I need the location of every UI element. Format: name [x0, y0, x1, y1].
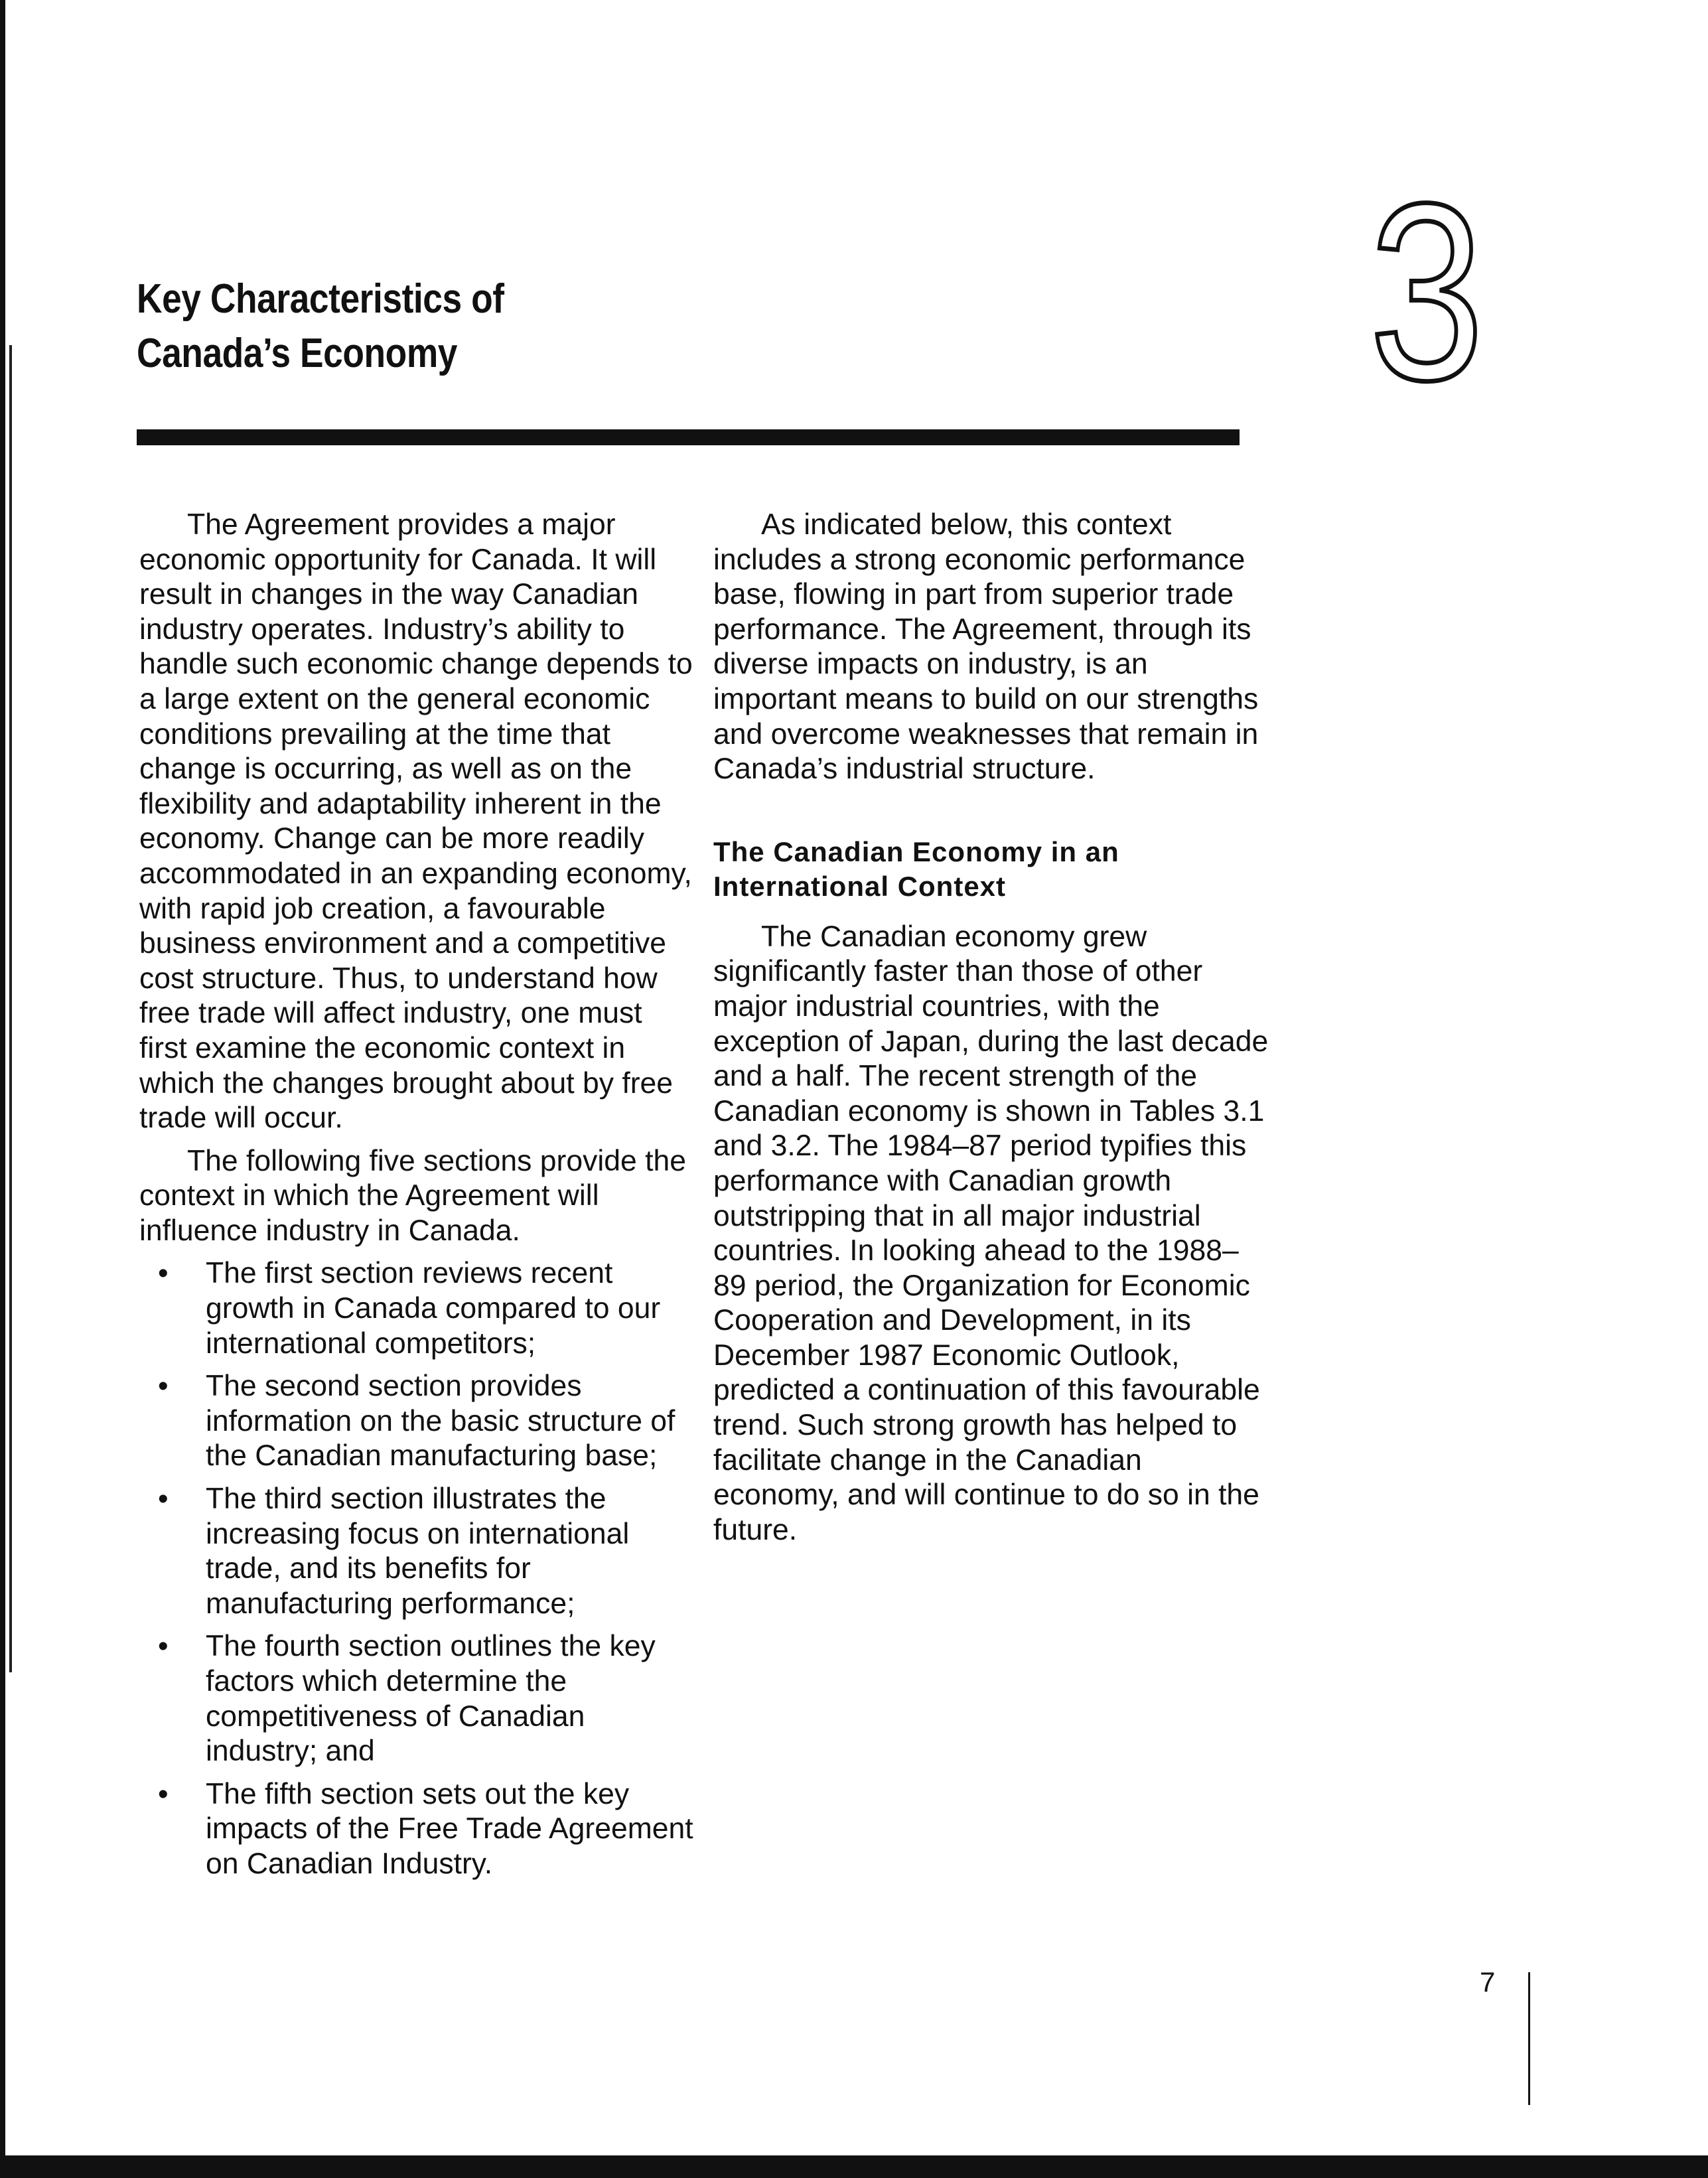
context-paragraph: As indicated below, this context includes a strong economic performance base, flowing in part from superior trade performance. The Agreement, through its diverse impacts on industry, is an important means to build on our strengths and overcome weaknesses that remain in Canada’s industrial structure.: [713, 508, 1259, 786]
page-number-rule: [1528, 1972, 1530, 2105]
sections-list: [139, 1256, 697, 1881]
scan-edge-bottom: [0, 2155, 1708, 2178]
list-item-text: The first section reviews recent growth in Canada compared to our international competitors;: [206, 1257, 661, 1360]
scan-edge-left: [0, 0, 5, 2178]
intro-paragraph: The Agreement provides a major economic opportunity for Canada. It will result in changes in the way Canadian industry operates. Industry’s ability to handle such economic change depends to a large extent on the general economic conditions prevailing at the time that change is occurring, as well as on the flexibility and adaptability inherent in the economy. Change can be more readily accommodated in an expanding economy, with rapid job creation, a favourable business environment and a competitive cost structure. Thus, to understand how free trade will affect industry, one must first examine the economic context in which the changes brought about by free trade will occur.: [139, 508, 693, 1135]
page-title: [137, 272, 650, 381]
bullet-icon: •: [158, 1777, 169, 1810]
list-item: [139, 1629, 697, 1769]
list-item: [139, 1482, 697, 1621]
right-column: [713, 508, 1271, 1548]
list-item-text: The fifth section sets out the key impacts of the Free Trade Agreement on Canadian Industry.: [206, 1777, 693, 1880]
list-item: [139, 1256, 697, 1361]
bullet-icon: •: [158, 1630, 169, 1663]
sections-intro-paragraph: The following five sections provide the context in which the Agreement will influence industry in Canada.: [139, 1144, 686, 1247]
section-heading: The Canadian Economy in an International Context: [713, 835, 1119, 902]
page-number: 7: [1480, 1966, 1496, 1997]
page-title-line-1: Key Characteristics of: [137, 276, 504, 322]
bullet-icon: •: [158, 1370, 169, 1403]
chapter-number: 3: [1369, 151, 1484, 433]
scan-edge-left-inner: [9, 345, 12, 1672]
list-item-text: The second section provides information on the basic structure of the Canadian manufacturing base;: [206, 1370, 676, 1473]
list-item: [139, 1777, 697, 1882]
list-item: [139, 1369, 697, 1474]
list-item-text: The fourth section outlines the key factors which determine the competitiveness of Canadian industry; and: [206, 1630, 656, 1768]
left-column: [139, 508, 697, 1890]
page-title-line-2: Canada’s Economy: [137, 330, 458, 376]
bullet-icon: •: [158, 1483, 169, 1516]
bullet-icon: •: [158, 1257, 169, 1290]
title-rule: [137, 429, 1240, 445]
economy-paragraph: The Canadian economy grew significantly faster than those of other major industrial countries, with the exception of Japan, during the last decade and a half. The recent strength of the Canadian economy is shown in Tables 3.1 and 3.2. The 1984–87 period typifies this performance with Canadian growth outstripping that in all major industrial countries. In looking ahead to the 1988–89 period, the Organization for Economic Cooperation and Development, in its December 1987 Economic Outlook, predicted a continuation of this favourable trend. Such strong growth has helped to facilitate change in the Canadian economy, and will continue to do so in the future.: [713, 920, 1269, 1546]
list-item-text: The third section illustrates the increasing focus on international trade, and its benefits for manufacturing performance;: [206, 1483, 630, 1620]
